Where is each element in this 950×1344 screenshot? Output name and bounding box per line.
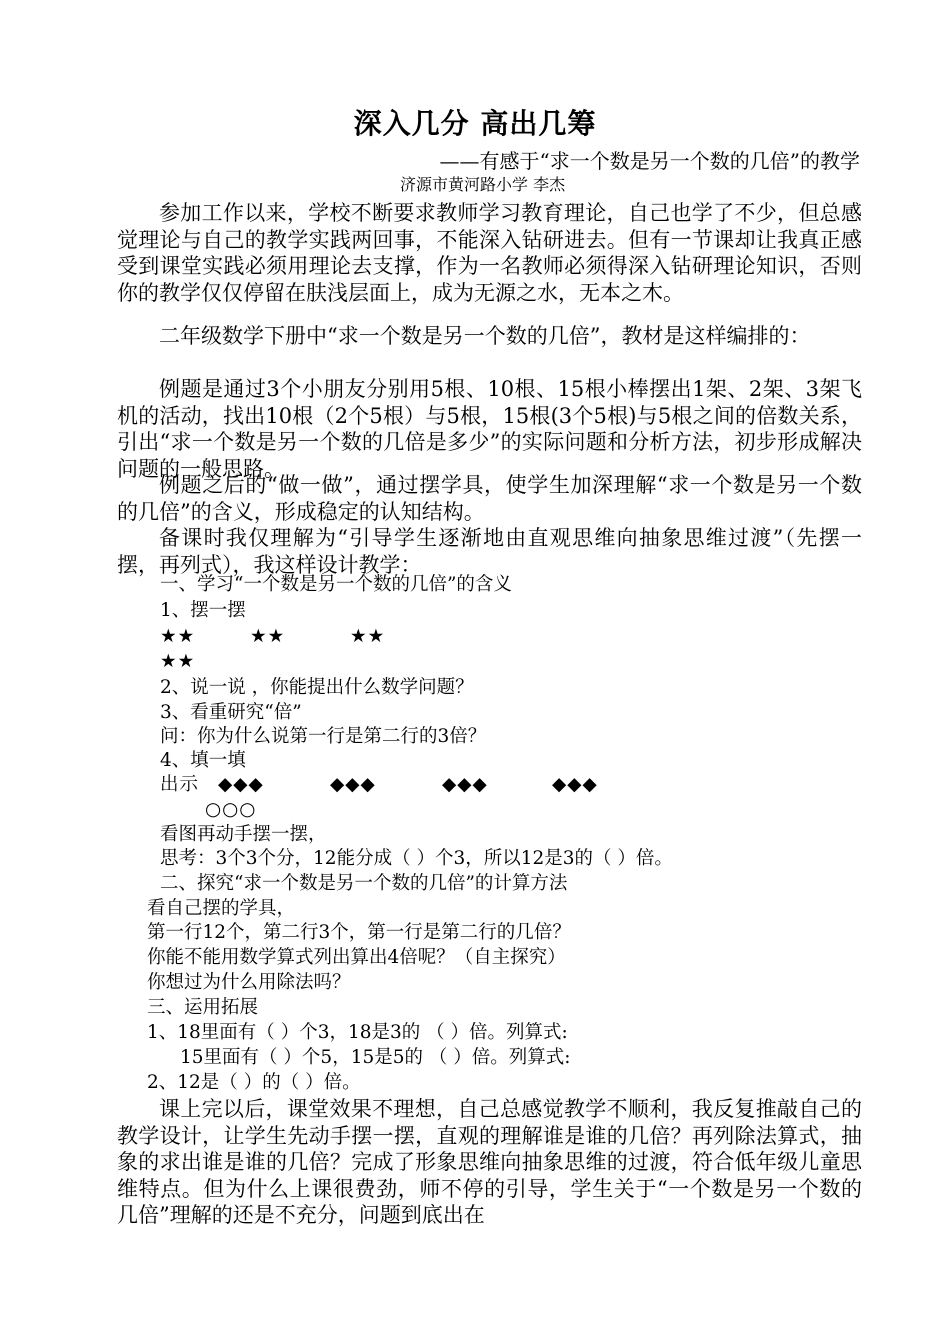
section-three-heading: 三、运用拓展 <box>147 997 259 1018</box>
diamond-group: ◆◆◆ <box>330 774 376 795</box>
star-group: ★★ <box>160 626 196 647</box>
step-question: 问：你为什么说第一行是第二行的3倍？ <box>160 726 487 747</box>
paragraph-example: 例题是通过3个小朋友分别用5根、10根、15根小棒摆出1架、2架、3架飞机的活动，找出10根（2个5根）与5根，15根(3个5根)与5根之间的倍数关系，引出“求一个数是另一个数的几倍是多少”的实际问题和分析方法，初步形成解决问题的一般思路。 <box>117 377 862 481</box>
paragraph-reflection: 课上完以后，课堂效果不理想，自己总感觉教学不顺利，我反复推敲自己的教学设计，让学生先动手摆一摆，直观的理解谁是谁的几倍？再列除法算式，抽象的求出谁是谁的几倍？完成了形象思维向抽象思维的过渡，符合低年级儿童思维特点。但为什么上课很费劲，师不停的引导，学生关于“一个数是另一个数的几倍”理解的还是不充分，问题到底出在 <box>117 1097 862 1227</box>
step-fill: 4、填一填 <box>160 750 246 771</box>
step-arrange: 1、摆一摆 <box>160 600 246 621</box>
star-group: ★★ <box>350 626 386 647</box>
show-label: 出示 <box>160 774 200 795</box>
stars-row-2 <box>160 650 195 674</box>
document-title: 深入几分 高出几筹 <box>353 107 597 140</box>
paragraph-plan: 备课时我仅理解为“引导学生逐渐地由直观思维向抽象思维过渡”（先摆一摆，再列式），我这样设计教学： <box>117 526 862 577</box>
star-group: ★★ <box>160 651 196 672</box>
section-one-heading: 一、学习“一个数是另一个数的几倍”的含义 <box>160 574 512 595</box>
section-two-line-2: 第一行12个，第二行3个，第一行是第二行的几倍？ <box>147 922 571 943</box>
exercise-2: 2、12是（ ）的（ ）倍。 <box>147 1072 361 1093</box>
step-say: 2、说一说 ，你能提出什么数学问题？ <box>160 677 474 698</box>
star-group: ★★ <box>250 626 286 647</box>
exercise-1b: 15里面有（ ）个5，15是5的 （ ）倍。列算式: <box>180 1047 571 1068</box>
paragraph-intro: 参加工作以来，学校不断要求教师学习教育理论，自己也学了不少，但总感觉理论与自己的教学实践两回事，不能深入钻研进去。但有一节课却让我真正感受到课堂实践必须用理论去支撑，作为一名教师必须得深入钻研理论知识，否则你的教学仅仅停留在肤浅层面上，成为无源之水，无本之木。 <box>117 201 862 305</box>
section-two-heading: 二、探究“求一个数是另一个数的几倍”的计算方法 <box>160 873 568 894</box>
document-subtitle: ——有感于“求一个数是另一个数的几倍”的教学 <box>439 149 860 173</box>
author-line: 济源市黄河路小学 李杰 <box>400 175 566 194</box>
step-look-arrange: 看图再动手摆一摆， <box>160 824 327 845</box>
diamond-group: ◆◆◆ <box>218 774 264 795</box>
step-think: 思考：3个3个分，12能分成（ ）个3，所以12是3的（ ）倍。 <box>160 848 673 869</box>
circles-row: ○○○ <box>205 799 257 820</box>
step-focus: 3、看重研究“倍” <box>160 702 302 723</box>
section-two-line-1: 看自己摆的学具， <box>147 898 296 919</box>
diamond-group: ◆◆◆ <box>552 774 598 795</box>
diamond-group: ◆◆◆ <box>442 774 488 795</box>
paragraph-practice: 例题之后的“做一做”，通过摆学具，使学生加深理解“求一个数是另一个数的几倍”的含义，形成稳定的认知结构。 <box>117 473 862 524</box>
exercise-1a: 1、18里面有（ ）个3，18是3的 （ ）倍。列算式: <box>147 1022 568 1043</box>
paragraph-textbook: 二年级数学下册中“求一个数是另一个数的几倍”，教材是这样编排的： <box>159 324 811 348</box>
section-two-line-3: 你能不能用数学算式列出算出4倍呢？（自主探究） <box>147 947 566 968</box>
section-two-line-4: 你想过为什么用除法吗？ <box>147 972 351 993</box>
